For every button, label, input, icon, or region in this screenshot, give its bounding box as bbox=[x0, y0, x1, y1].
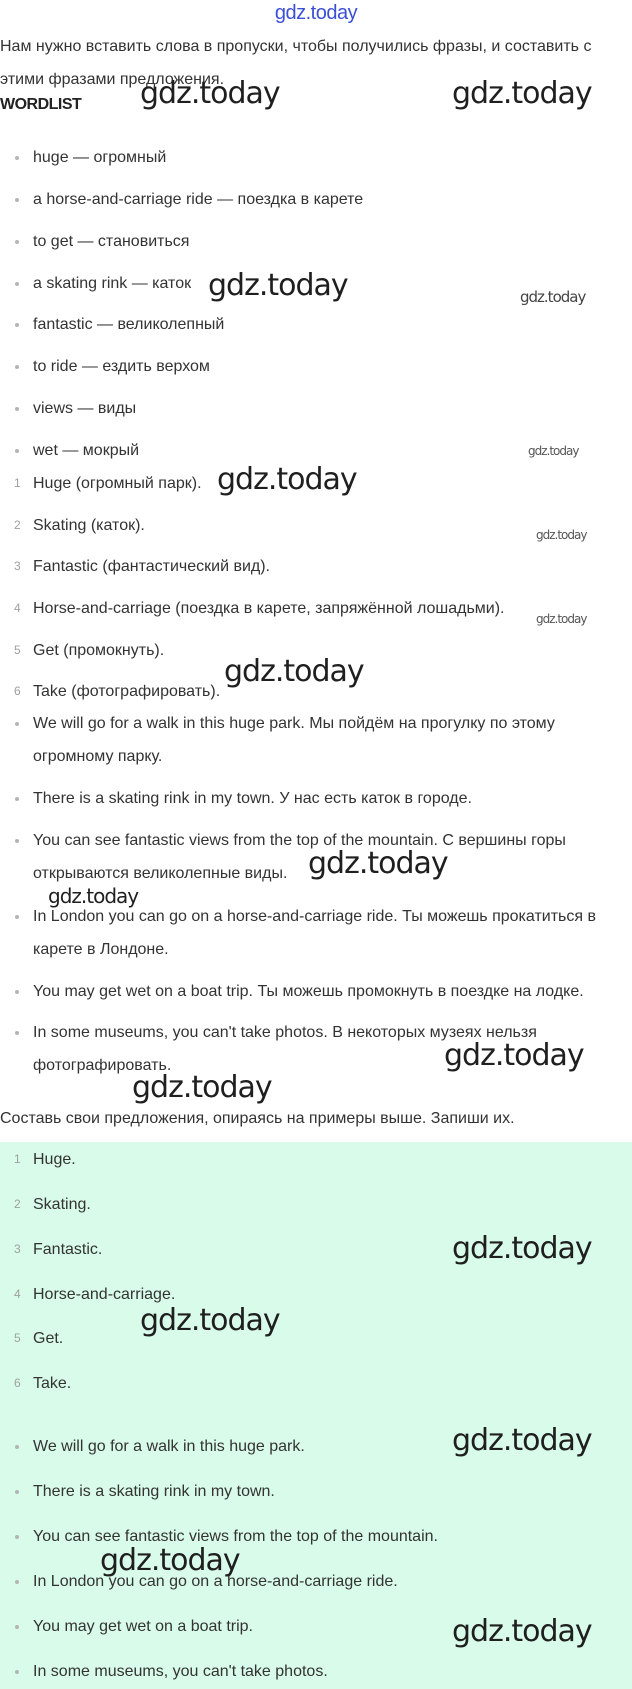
answer-item: 1 Huge (огромный парк). bbox=[14, 475, 202, 492]
wordlist-item: huge — огромный bbox=[0, 141, 632, 174]
answer-item: 1 Huge. bbox=[14, 1151, 76, 1168]
bullet-icon bbox=[15, 449, 19, 453]
sentence-item: We will go for a walk in this huge park. Мы пойдём на прогулку по этому огромному парку. bbox=[0, 707, 632, 773]
sentence-item: You may get wet on a boat trip. Ты можешь промокнуть в поездке на лодке. bbox=[0, 975, 632, 1008]
sentence-item: You may get wet on a boat trip. bbox=[0, 1610, 632, 1643]
wordlist-item: fantastic — великолепный bbox=[0, 308, 632, 341]
bullet-icon bbox=[15, 1490, 19, 1494]
watermark: gdz.today bbox=[452, 1423, 592, 1458]
watermark: gdz.today bbox=[224, 654, 364, 689]
watermark: gdz.today bbox=[452, 1614, 592, 1649]
bullet-icon bbox=[15, 1580, 19, 1584]
bullet-icon bbox=[15, 156, 19, 160]
sentence-item: We will go for a walk in this huge park. bbox=[0, 1430, 632, 1463]
bullet-icon bbox=[15, 365, 19, 369]
wordlist-item: a skating rink — каток bbox=[0, 267, 632, 300]
watermark: gdz.today bbox=[452, 76, 592, 111]
answer-item: 5 Get (промокнуть). bbox=[14, 642, 165, 659]
brand-logo: gdz.today bbox=[274, 2, 358, 24]
watermark: gdz.today bbox=[208, 268, 348, 303]
sentence-item: There is a skating rink in my town. bbox=[0, 1475, 632, 1508]
watermark: gdz.today bbox=[140, 76, 280, 111]
answer-item: 2 Skating (каток). bbox=[14, 517, 145, 534]
sentence-item: You can see fantastic views from the top of the mountain. С вершины горы открываются великолепные виды. bbox=[0, 824, 632, 890]
bullet-icon bbox=[15, 282, 19, 286]
answer-item: 2 Skating. bbox=[14, 1196, 91, 1213]
section2-instruction: Составь свои предложения, опираясь на примеры выше. Запиши их. bbox=[0, 1110, 515, 1127]
wordlist-title: WORDLIST bbox=[0, 96, 82, 113]
bullet-icon bbox=[15, 1625, 19, 1629]
bullet-icon bbox=[15, 1031, 19, 1035]
intro-text: Нам нужно вставить слова в пропуски, чтобы получились фразы, и составить с этими фразами предложения. bbox=[0, 38, 592, 88]
watermark: gdz.today bbox=[444, 1038, 584, 1073]
bullet-icon bbox=[15, 1535, 19, 1539]
bullet-icon bbox=[15, 990, 19, 994]
watermark: gdz.today bbox=[520, 288, 586, 306]
watermark: gdz.today bbox=[536, 528, 587, 542]
watermark: gdz.today bbox=[132, 1070, 272, 1105]
watermark: gdz.today bbox=[528, 444, 579, 458]
wordlist-item: views — виды bbox=[0, 392, 632, 425]
bullet-icon bbox=[15, 1445, 19, 1449]
wordlist-item: wet — мокрый bbox=[0, 434, 632, 467]
bullet-icon bbox=[15, 839, 19, 843]
wordlist-item: to ride — ездить верхом bbox=[0, 350, 632, 383]
bullet-icon bbox=[15, 407, 19, 411]
bullet-icon bbox=[15, 323, 19, 327]
answer-panel bbox=[0, 1142, 632, 1689]
bullet-icon bbox=[15, 915, 19, 919]
watermark: gdz.today bbox=[48, 884, 139, 908]
answer-item: 5 Get. bbox=[14, 1330, 64, 1347]
watermark: gdz.today bbox=[100, 1543, 240, 1578]
bullet-icon bbox=[15, 240, 19, 244]
watermark: gdz.today bbox=[536, 612, 587, 626]
wordlist-item: a horse-and-carriage ride — поездка в карете bbox=[0, 183, 632, 216]
sentence-item: There is a skating rink in my town. У нас есть каток в городе. bbox=[0, 782, 632, 815]
bullet-icon bbox=[15, 722, 19, 726]
watermark: gdz.today bbox=[308, 846, 448, 881]
answer-item: 3 Fantastic. bbox=[14, 1241, 103, 1258]
bullet-icon bbox=[15, 198, 19, 202]
sentence-item: In London you can go on a horse-and-carriage ride. bbox=[0, 1565, 632, 1598]
sentence-item: In some museums, you can't take photos. В некоторых музеях нельзя фотографировать. bbox=[0, 1016, 632, 1082]
bullet-icon bbox=[15, 1670, 19, 1674]
wordlist-item: to get — становиться bbox=[0, 225, 632, 258]
bullet-icon bbox=[15, 797, 19, 801]
watermark: gdz.today bbox=[140, 1303, 280, 1338]
answer-item: 6 Take (фотографировать). bbox=[14, 683, 221, 700]
answer-item: 4 Horse-and-carriage. bbox=[14, 1286, 176, 1303]
answer-item: 4 Horse-and-carriage (поездка в карете, запряжённой лошадьми). bbox=[14, 600, 505, 617]
sentence-item: You can see fantastic views from the top of the mountain. bbox=[0, 1520, 632, 1553]
watermark: gdz.today bbox=[217, 462, 357, 497]
answer-item: 3 Fantastic (фантастический вид). bbox=[14, 558, 270, 575]
answer-item: 6 Take. bbox=[14, 1375, 72, 1392]
sentence-item: In some museums, you can't take photos. bbox=[0, 1655, 632, 1688]
sentence-item: In London you can go on a horse-and-carriage ride. Ты можешь прокатиться в карете в Лондоне. bbox=[0, 900, 632, 966]
watermark: gdz.today bbox=[452, 1231, 592, 1266]
